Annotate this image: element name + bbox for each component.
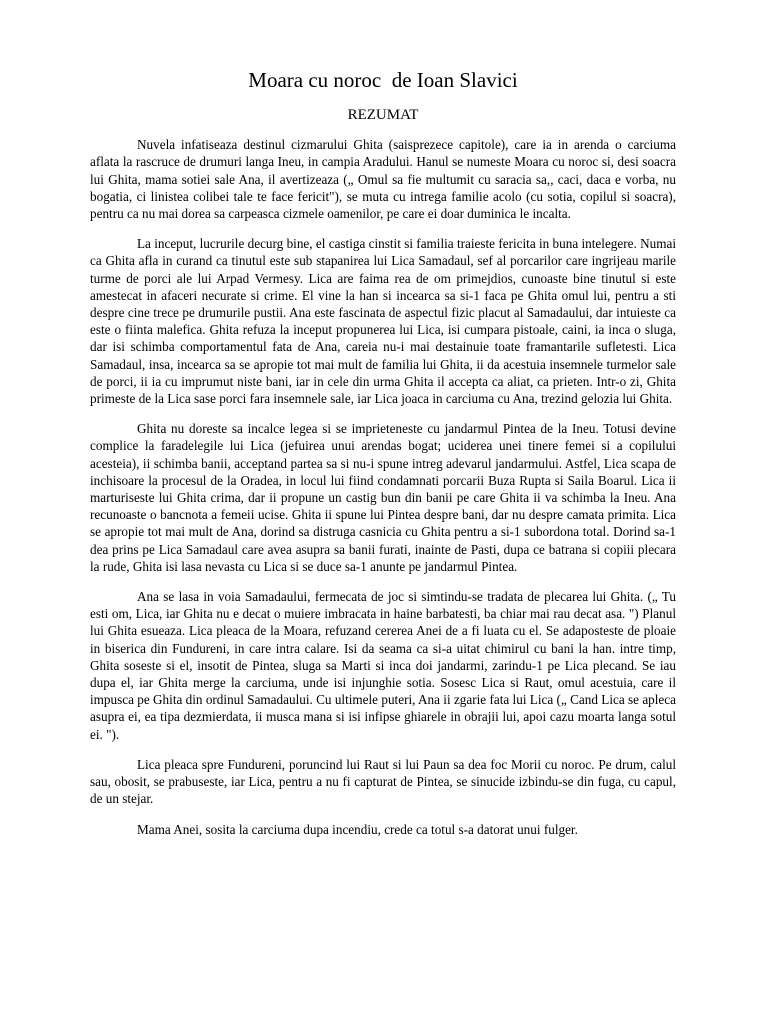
paragraph-1: Nuvela infatiseaza destinul cizmarului Ghita (saisprezece capitole), care ia in arenda o carciuma aflata la rascruce de drumuri langa Ineu, in campia Aradului. Hanul se numeste Moara cu noroc si, desi soacra lui Ghita, mama sotiei sale Ana, il avertizeaza („ Omul sa fie multumit cu saracia sa,, caci, daca e vorba, nu bogatia, ci linistea colibei tale te face fericit"), se muta cu intrega familie acolo (cu sotia, copilul si soacra), pentru ca nu mai dorea sa carpeasca cizmele oamenilor, pe care ei doar duminica le incalta.: [90, 137, 676, 221]
paragraph-5: Lica pleaca spre Fundureni, poruncind lui Raut si lui Paun sa dea foc Morii cu noroc. Pe drum, calul sau, obosit, se prabuseste, iar Lica, pentru a nu fi capturat de Pintea, se sinucide izbindu-se din fuga, cu capul, de un stejar.: [90, 756, 676, 807]
paragraph-6: Mama Anei, sosita la carciuma dupa incendiu, crede ca totul s-a datorat unui fulger.: [137, 821, 578, 837]
document-page: [90, 68, 676, 851]
document-subtitle: REZUMAT: [347, 107, 419, 124]
paragraph-3: Ghita nu doreste sa incalce legea si se imprieteneste cu jandarmul Pintea de la Ineu. Totusi devine complice la faradelegile lui Lica (jefuirea unui arendas bogat; uciderea unei tinere femei si a copilului acesteia), ii schimba banii, acceptand partea sa si nu-i spune intreg adevarul jandarmului. Astfel, Lica scapa de inchisoare la procesul de la Oradea, in locul lui fiind condamnati porcarii Buza Rupta si Saila Boarul. Lica ii marturiseste lui Ghita crima, dar ii propune un castig bun din banii pe care Ghita ii va schimba la Ineu. Ana recunoaste o bancnota a femeii ucise. Ghita ii spune lui Pintea despre bani, dar nu despre camata primita. Lica se apropie tot mai mult de Ana, dorind sa distruga casnicia cu Ghita pentru a si-1 subordona total. Dorind sa-1 dea prins pe Lica Samadaul care avea asupra sa banii furati, inainte de Pasti, dupa ce batrana si copiii plecara la rude, Ghita isi lasa nevasta cu Lica si se duce sa-1 anunte pe jandarmul Pintea.: [90, 421, 676, 574]
document-title: Moara cu noroc de Ioan Slavici: [248, 68, 518, 92]
paragraph-2: La inceput, lucrurile decurg bine, el castiga cinstit si familia traieste fericita in buna intelegere. Numai ca Ghita afla in curand ca tinutul este sub stapanirea lui Lica Samadaul, sef al porcarilor care ingrijeau marile turme de porci ale lui Arpad Vermesy. Lica are faima rea de om primejdios, cunoaste bine tinutul si este amestecat in afaceri necurate si crime. El vine la han si incearca sa si-1 faca pe Ghita omul lui, pentru a sti despre cine trece pe drumurile pustii. Ana este fascinata de aspectul fizic placut al Samadaului, dar intuieste ca este o fiinta malefica. Ghita refuza la inceput propunerea lui Lica, isi cumpara pistoale, caini, ia inca o sluga, dar isi schimba comportamentul fata de Ana, careia nu-i mai destainuie toate framantarile sufletesti. Lica Samadaul, insa, incearca sa se apropie tot mai mult de familia lui Ghita, ii da acestuia insemnele turmelor sale de porci, ii ia cu imprumut niste bani, iar in cele din urma Ghita il accepta ca aliat, ca prieten. Intr-o zi, Ghita primeste de la Lica sase porci fara insemnele sale, iar Lica joaca in carciuma cu Ana, trezind gelozia lui Ghita.: [90, 236, 676, 407]
paragraph-4: Ana se lasa in voia Samadaului, fermecata de joc si simtindu-se tradata de plecarea lui Ghita. („ Tu esti om, Lica, iar Ghita nu e decat o muiere imbracata in haine barbatesti, ba chiar mai rau decat asa. ") Planul lui Ghita esueaza. Lica pleaca de la Moara, refuzand cererea Anei de a fi luata cu el. Se adaposteste de ploaie in biserica din Fundureni, in care intra calare. Isi da seama ca si-a uitat chimirul cu bani la han. intre timp, Ghita soseste si el, insotit de Pintea, sluga sa Marti si inca doi jandarmi, zarindu-1 pe Lica plecand. Se iau dupa el, iar Ghita merge la carciuma, unde isi injunghie sotia. Sosesc Lica si Raut, omul acestuia, care il impusca pe Ghita din ordinul Samadaului. Cu ultimele puteri, Ana ii zgarie fata lui Lica („ Cand Lica se apleca asupra ei, ea tipa dezmierdata, ii musca mana si isi infipse ghiarele in obrajii lui, apoi cazu moarta langa sotul ei. ").: [90, 589, 676, 742]
